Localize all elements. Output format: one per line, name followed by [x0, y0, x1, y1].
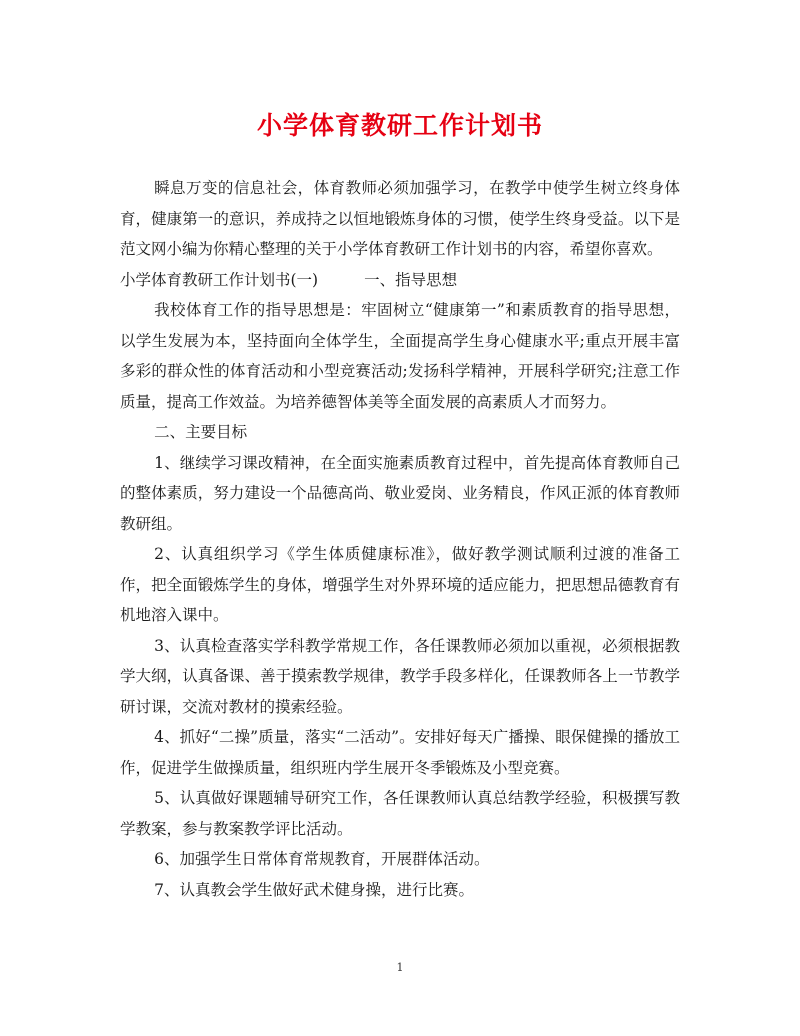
- section1-label: 小学体育教研工作计划书(一): [120, 270, 319, 289]
- goal-item-6: 6、加强学生日常体育常规教育，开展群体活动。: [154, 850, 490, 868]
- section1-heading: 一、指导思想: [364, 270, 458, 289]
- goal-item-4: 4、抓好“二操”质量，落实“二活动”。安排好每天广播操、眼保健操的播放工作，促进学生做操质量，组织班内学生展开冬季锻炼及小型竞赛。: [120, 728, 680, 777]
- page-number: 1: [396, 961, 404, 974]
- document-title: 小学体育教研工作计划书: [256, 111, 543, 140]
- goal-item-3: 3、认真检查落实学科教学常规工作，各任课教师必须加以重视，必须根据教学大纲，认真备课、善于摸索教学规律，教学手段多样化，任课教师各上一节教学研讨课，交流对教材的摸索经验。: [120, 636, 680, 716]
- goal-item-1: 1、继续学习课改精神，在全面实施素质教育过程中，首先提高体育教师自己的整体素质，努力建设一个品德高尚、敬业爱岗、业务精良，作风正派的体育教师教研组。: [120, 453, 680, 533]
- intro-paragraph: 瞬息万变的信息社会，体育教师必须加强学习，在教学中使学生树立终身体育，健康第一的意识，养成持之以恒地锻炼身体的习惯，使学生终身受益。以下是范文网小编为你精心整理的关于小学体育教研工作计划书的内容，希望你喜欢。: [120, 179, 680, 258]
- goal-item-7: 7、认真教会学生做好武术健身操，进行比赛。: [154, 880, 474, 899]
- guiding-thought-paragraph: 我校体育工作的指导思想是：牢固树立“健康第一”和素质教育的指导思想，以学生发展为本，坚持面向全体学生，全面提高学生身心健康水平;重点开展丰富多彩的群众性的体育活动和小型竞赛活动;发扬科学精神，开展科学研究;注意工作质量，提高工作效益。为培养德智体美等全面发展的高素质人才而努力。: [120, 301, 680, 411]
- goal-item-5: 5、认真做好课题辅导研究工作，各任课教师认真总结教学经验，积极撰写教学教案，参与教案教学评比活动。: [120, 789, 680, 838]
- section2-heading: 二、主要目标: [154, 423, 248, 441]
- document-body: [120, 173, 680, 905]
- goal-item-2: 2、认真组织学习《学生体质健康标准》，做好教学测试顺利过渡的准备工作，把全面锻炼学生的身体，增强学生对外界环境的适应能力，把思想品德教育有机地溶入课中。: [120, 545, 680, 624]
- section1-row: [120, 265, 680, 296]
